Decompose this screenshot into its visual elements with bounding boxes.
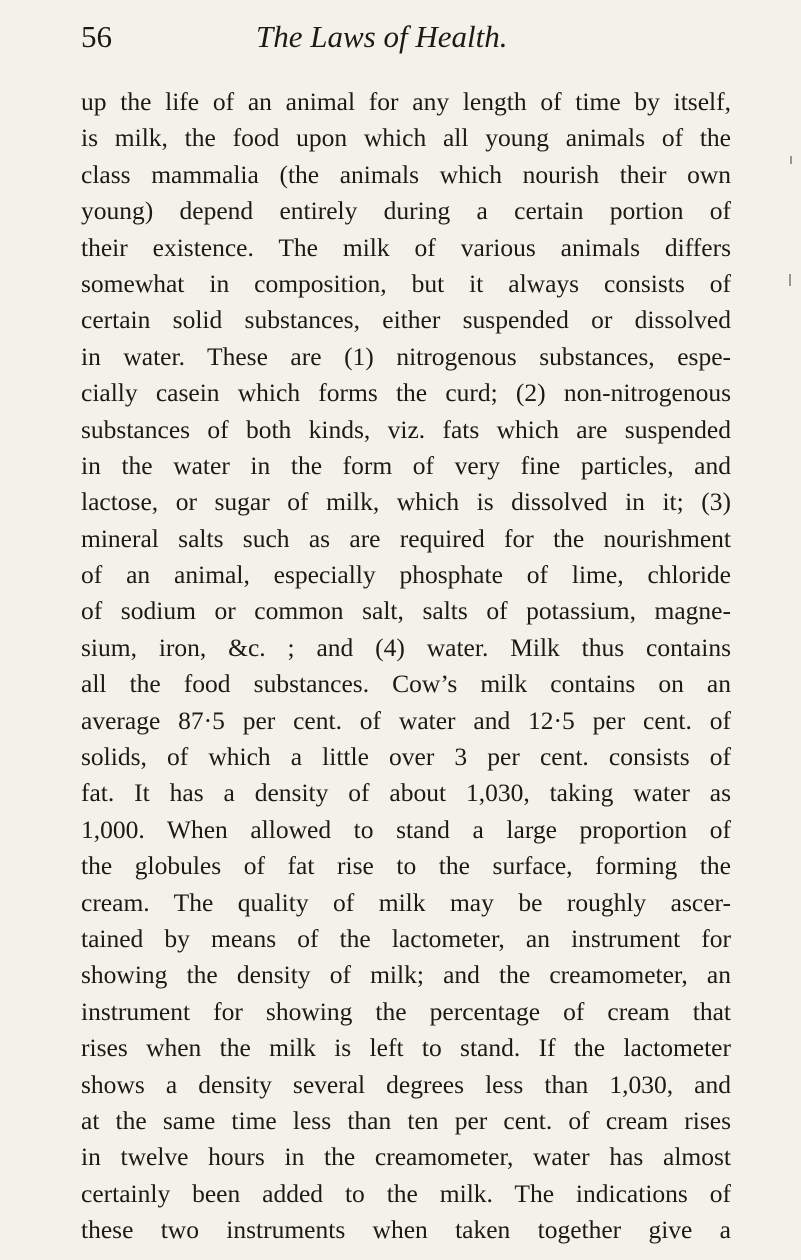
running-title: The Laws of Health. — [256, 19, 508, 54]
text-line: fat. It has a density of about 1,030, taking water as — [81, 778, 731, 808]
text-line: average 87·5 per cent. of water and 12·5 per cent. of — [81, 705, 731, 735]
text-line: young) depend entirely during a certain portion of — [81, 196, 731, 226]
text-line: shows a density several degrees less than 1,030, and — [81, 1069, 731, 1099]
text-line: showing the density of milk; and the creamometer, an — [81, 960, 731, 990]
margin-mark — [790, 156, 792, 164]
text-line: in water. These are (1) nitrogenous substances, espe- — [81, 341, 731, 371]
text-line: 1,000. When allowed to stand a large proportion of — [81, 814, 731, 844]
text-line: sium, iron, &c. ; and (4) water. Milk thus contains — [81, 632, 731, 662]
text-line: these two instruments when taken together give a — [81, 1215, 731, 1245]
text-line: somewhat in composition, but it always consists of — [81, 268, 731, 298]
running-head — [81, 12, 731, 62]
text-line: is milk, the food upon which all young animals of the — [81, 123, 731, 153]
text-line: in twelve hours in the creamometer, water has almost — [81, 1142, 731, 1172]
text-line: mineral salts such as are required for the nourishment — [81, 523, 731, 553]
page-number: 56 — [81, 19, 112, 54]
text-line: tained by means of the lactometer, an instrument for — [81, 923, 731, 953]
body-text — [81, 84, 731, 1249]
text-line: lactose, or sugar of milk, which is dissolved in it; (3) — [81, 487, 731, 517]
text-line: their existence. The milk of various animals differs — [81, 232, 731, 262]
text-line: at the same time less than ten per cent. of cream rises — [81, 1105, 731, 1135]
text-line: in the water in the form of very fine particles, and — [81, 450, 731, 480]
text-line: class mammalia (the animals which nourish their own — [81, 159, 731, 189]
text-line: certainly been added to the milk. The indications of — [81, 1178, 731, 1208]
text-line: cream. The quality of milk may be roughly ascer- — [81, 887, 731, 917]
text-line: solids, of which a little over 3 per cent. consists of — [81, 742, 731, 772]
text-line: instrument for showing the percentage of cream that — [81, 996, 731, 1026]
text-line: of an animal, especially phosphate of lime, chloride — [81, 560, 731, 590]
margin-mark — [789, 274, 791, 286]
text-line: of sodium or common salt, salts of potassium, magne- — [81, 596, 731, 626]
text-line: cially casein which forms the curd; (2) non-nitrogenous — [81, 378, 731, 408]
text-line: rises when the milk is left to stand. If the lactometer — [81, 1033, 731, 1063]
text-line: certain solid substances, either suspended or dissolved — [81, 305, 731, 335]
text-line: up the life of an animal for any length of time by itself, — [81, 87, 731, 116]
text-line: the globules of fat rise to the surface, forming the — [81, 851, 731, 881]
text-line: all the food substances. Cow’s milk contains on an — [81, 669, 731, 699]
text-line: substances of both kinds, viz. fats which are suspended — [81, 414, 731, 444]
